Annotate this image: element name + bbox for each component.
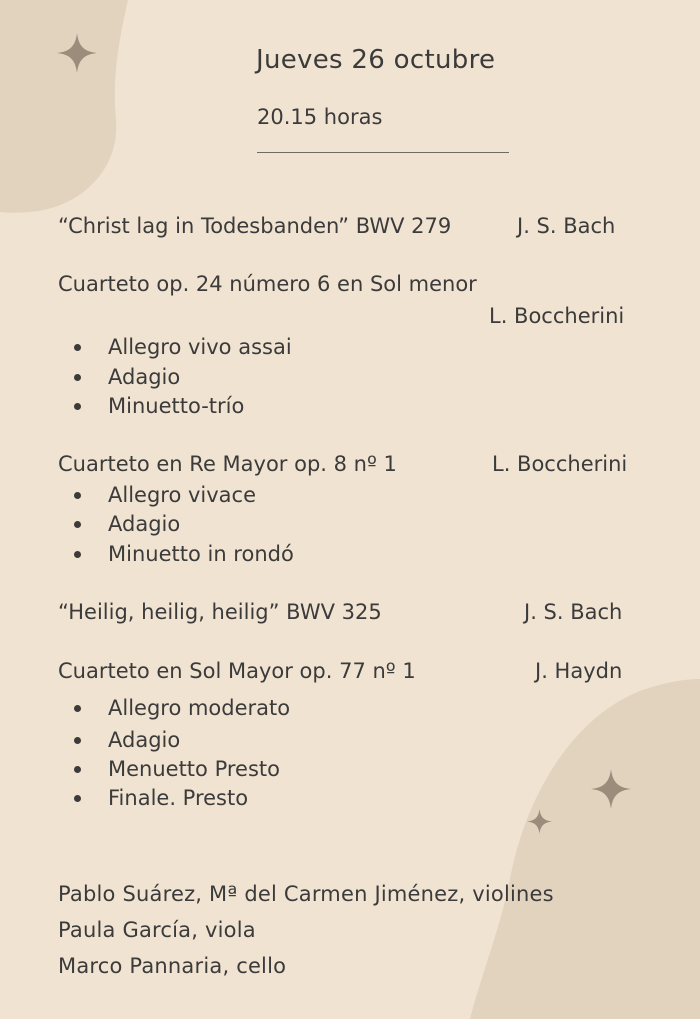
sparkle-icon xyxy=(57,33,97,73)
concert-date: Jueves 26 octubre xyxy=(256,45,496,75)
performer-line: Pablo Suárez, Mª del Carmen Jiménez, violines xyxy=(58,882,554,906)
sparkle-icon xyxy=(591,769,631,809)
bullet xyxy=(74,492,81,499)
movement-item: Minuetto-trío xyxy=(108,394,245,418)
piece-composer: J. S. Bach xyxy=(524,600,623,624)
piece-title: “Christ lag in Todesbanden” BWV 279 xyxy=(58,214,452,238)
sparkle-icon xyxy=(527,809,552,834)
bullet xyxy=(74,737,81,744)
concert-time: 20.15 horas xyxy=(257,105,383,129)
piece-title: “Heilig, heilig, heilig” BWV 325 xyxy=(58,600,382,624)
piece-title: Cuarteto en Sol Mayor op. 77 nº 1 xyxy=(58,659,416,683)
movement-item: Minuetto in rondó xyxy=(108,542,294,566)
piece-composer: L. Boccherini xyxy=(489,304,625,328)
bullet xyxy=(74,374,81,381)
bullet xyxy=(74,551,81,558)
header-divider xyxy=(257,152,509,153)
movement-item: Finale. Presto xyxy=(108,786,249,810)
performer-line: Paula García, viola xyxy=(58,918,256,942)
movement-item: Adagio xyxy=(108,512,181,536)
bullet xyxy=(74,795,81,802)
background-blob-bottom-right xyxy=(470,679,700,1019)
piece-title: Cuarteto op. 24 número 6 en Sol menor xyxy=(58,272,477,296)
piece-composer: L. Boccherini xyxy=(492,452,628,476)
bullet xyxy=(74,403,81,410)
movement-item: Adagio xyxy=(108,365,181,389)
movement-item: Allegro vivo assai xyxy=(108,335,292,359)
movement-item: Adagio xyxy=(108,728,181,752)
piece-title: Cuarteto en Re Mayor op. 8 nº 1 xyxy=(58,452,397,476)
bullet xyxy=(74,344,81,351)
movement-item: Allegro moderato xyxy=(108,696,291,720)
movement-item: Allegro vivace xyxy=(108,483,257,507)
bullet xyxy=(74,766,81,773)
movement-item: Menuetto Presto xyxy=(108,757,280,781)
bullet xyxy=(74,705,81,712)
bullet xyxy=(74,521,81,528)
piece-composer: J. Haydn xyxy=(535,659,623,683)
piece-composer: J. S. Bach xyxy=(517,214,616,238)
performer-line: Marco Pannaria, cello xyxy=(58,954,287,978)
